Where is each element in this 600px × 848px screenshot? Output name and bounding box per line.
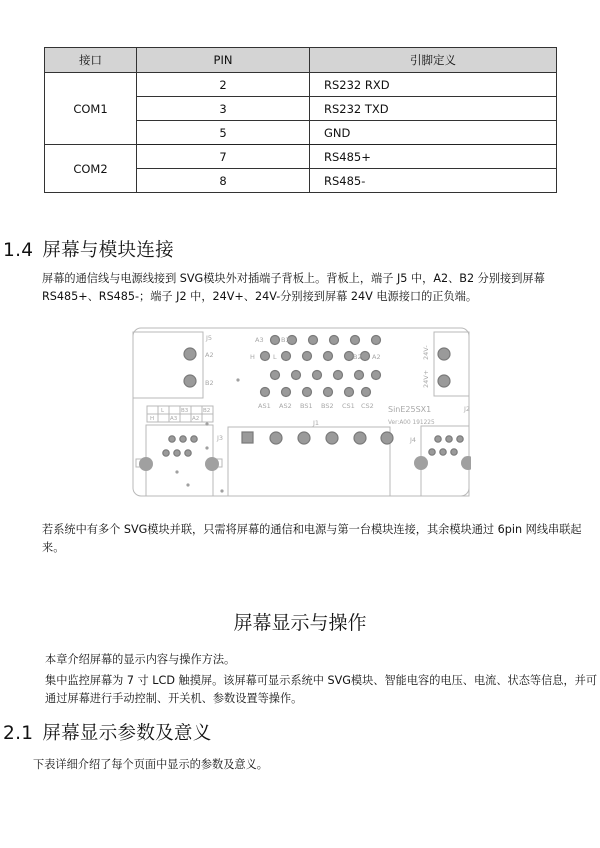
pin-cell: 2 (137, 73, 310, 97)
label-pin-a2: A2 (372, 353, 381, 361)
header-port: 接口 (45, 48, 137, 73)
label-a2: A2 (205, 351, 214, 359)
section-1-4-paragraph-2: 若系统中有多个 SVG模块并联，只需将屏幕的通信和电源与第一台模块连接，其余模块通过 6pin 网线串联起来。 (42, 523, 582, 554)
definition-cell: RS232 RXD (310, 73, 557, 97)
grid-label-a3: A3 (170, 416, 178, 422)
j3-rj45-port (146, 425, 213, 496)
definition-cell: GND (310, 121, 557, 145)
label-24v-plus: 24V+ (422, 369, 430, 388)
label-j4: J4 (410, 436, 417, 444)
label-cs2: CS2 (361, 402, 374, 410)
port-cell: COM2 (45, 145, 137, 193)
section-2-1-heading (3, 719, 212, 745)
pin-cell: 3 (137, 97, 310, 121)
grid-label-b2: B2 (203, 408, 211, 414)
backplane-board-diagram (131, 326, 471, 498)
j5-b2-hole (184, 375, 196, 387)
grid-label-l: L (161, 408, 165, 414)
label-pin-b3: B3 (281, 336, 290, 344)
label-cs1: CS1 (342, 402, 355, 410)
grid-label-b3: B3 (181, 408, 189, 414)
label-pin-l: L (273, 353, 277, 361)
pin-cell: 7 (137, 145, 310, 169)
pin-cell: 5 (137, 121, 310, 145)
grid-label-h: H (150, 416, 155, 422)
label-j1: J1 (313, 419, 320, 427)
definition-cell: RS485+ (310, 145, 557, 169)
label-24v-minus: 24V- (422, 345, 430, 360)
table-row (45, 73, 557, 97)
section-number: 2.1 (3, 723, 34, 744)
section-title: 屏幕显示参数及意义 (42, 723, 212, 744)
grid-label-a2: A2 (192, 416, 200, 422)
j2-terminal-block (434, 332, 469, 396)
table-row (45, 145, 557, 169)
label-model: SinE25SX1 (388, 405, 432, 414)
label-pin-b2: B2 (353, 353, 362, 361)
label-pin-a3: A3 (255, 336, 264, 344)
pin-cell: 8 (137, 169, 310, 193)
definition-cell: RS485- (310, 169, 557, 193)
j2-24v-minus-hole (438, 348, 450, 360)
section-1-4-heading (3, 236, 174, 262)
chapter-2-title: 屏幕显示与操作 (233, 612, 367, 634)
j2-24v-plus-hole (438, 375, 450, 387)
header-definition: 引脚定义 (310, 48, 557, 73)
chapter-2-intro-1: 本章介绍屏幕的显示内容与操作方法。 (45, 653, 236, 666)
section-number: 1.4 (3, 240, 34, 261)
label-j2: J2 (463, 405, 470, 413)
header-pin: PIN (137, 48, 310, 73)
label-pin-h: H (250, 353, 255, 361)
pin-definition-table (44, 47, 557, 193)
label-as1: AS1 (258, 402, 271, 410)
label-as2: AS2 (279, 402, 292, 410)
section-2-1-paragraph: 下表详细介绍了每个页面中显示的参数及意义。 (33, 758, 268, 771)
label-version: Ver:A00 191225 (388, 420, 435, 426)
j5-a2-hole (184, 348, 196, 360)
definition-cell: RS232 TXD (310, 97, 557, 121)
table-header-row (45, 48, 557, 73)
label-b2: B2 (205, 379, 214, 387)
label-bs1: BS1 (300, 402, 313, 410)
port-cell: COM1 (45, 73, 137, 145)
j1-pin-1-square (242, 432, 253, 443)
j5-terminal-block (133, 332, 203, 398)
section-title: 屏幕与模块连接 (42, 240, 174, 261)
label-j5: J5 (206, 334, 213, 342)
label-j3: J3 (217, 434, 224, 442)
section-1-4-paragraph-1: 屏幕的通信线与电源线接到 SVG模块外对插端子背板上。背板上，端子 J5 中，A2、B2 分别接到屏幕 RS485+、RS485-；端子 J2 中，24V+、24V-分别接到屏幕 24V 电源接口的正负端。 (42, 272, 545, 303)
label-bs2: BS2 (321, 402, 334, 410)
chapter-2-intro-2: 集中监控屏幕为 7 寸 LCD 触摸屏。该屏幕可显示系统中 SVG模块、智能电容的电压、电流、状态等信息，并可通过屏幕进行手动控制、开关机、参数设置等操作。 (45, 674, 598, 705)
